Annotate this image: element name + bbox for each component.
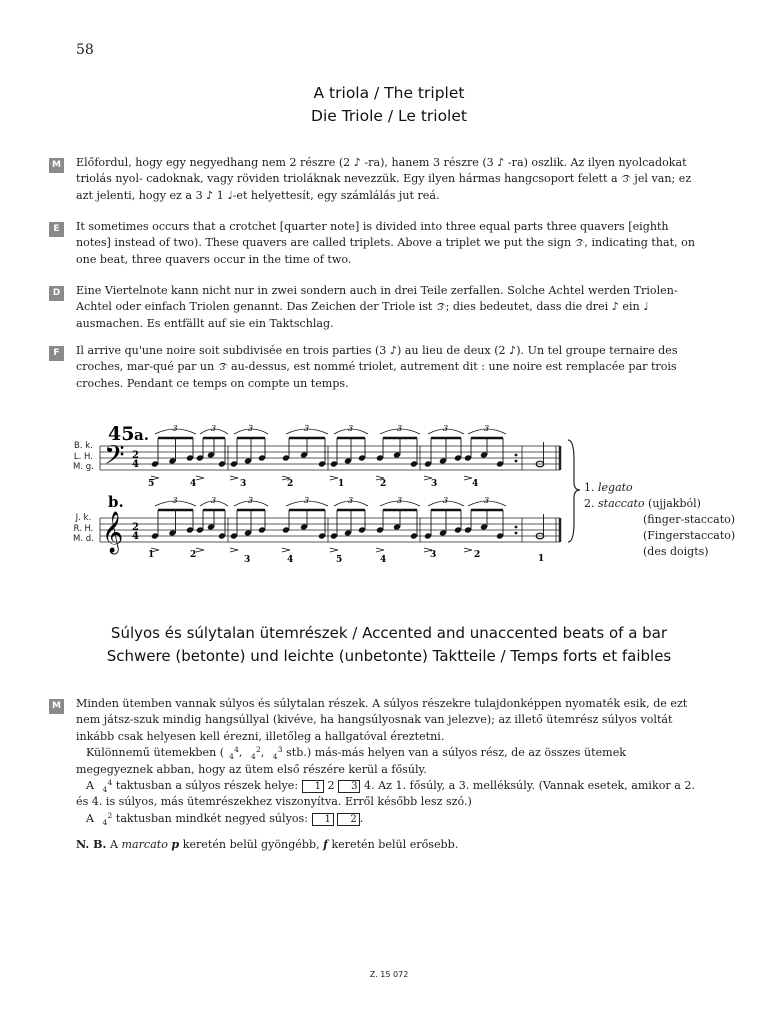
fraction-bottom: 4 [102, 785, 108, 795]
text: Eine Viertelnote kann nicht nur in zwei sondern auch in drei Teile zerfallen. Solche Achtel werden Triolen-Achtel oder einfach Triolen genannt. Das Zeichen der Triole ist [76, 284, 678, 314]
triplet-sign-icon: 3 [304, 424, 310, 433]
text: ; dies bedeutet, dass die drei [445, 300, 609, 314]
boxed-beat: 1 [302, 780, 324, 793]
text: -ra) oszlik. Az ilyen nyolcadokat triolás nyol- [76, 156, 687, 186]
triplet-sign-icon: 3 [443, 496, 449, 505]
text: Különnemű ütemekben ( [86, 746, 225, 760]
left-hand-label-hu: B. k. [73, 441, 93, 451]
option-staccato [584, 496, 701, 511]
time-fraction [98, 812, 113, 826]
option-note: (finger-staccato) [643, 513, 736, 526]
text: , indicating that, on one beat, three quavers occur in the time of two. [76, 236, 695, 266]
boxed-beat: 3 [338, 780, 360, 793]
triplet-sign-icon: 3 [623, 175, 629, 186]
quarter-note-icon: ♩ [227, 188, 233, 202]
triplet-sign-icon: 3 [348, 496, 354, 505]
triplet-sign-icon: 3 [397, 424, 403, 433]
option-note: (ujjakból) [648, 497, 701, 510]
fraction-bottom: 4 [250, 752, 256, 762]
text: 1 [216, 188, 224, 202]
option-note: (Fingerstaccato) [643, 529, 736, 542]
bass-staff [100, 446, 560, 470]
fraction-top: 2 [255, 745, 261, 755]
accent-icon [230, 476, 238, 480]
triplet-sign-icon: 3 [304, 496, 310, 505]
finger-number: 1 [538, 554, 545, 564]
text: A [86, 811, 95, 825]
text: -et helyettesít, egy számlálás jut reá. [232, 188, 440, 202]
exercise-part-b: b. [108, 493, 124, 511]
section2-title-line2: Schwere (betonte) und leichte (unbetonte) Taktteile / Temps forts et faibles [106, 647, 672, 665]
option-legato [584, 480, 633, 495]
text: ausmachen. Es entfällt auf sie ein Taktschlag. [76, 316, 334, 330]
triplet-sign-icon: 3 [443, 424, 449, 433]
accent-icon [230, 548, 238, 552]
piano-dynamic-icon: p [171, 838, 180, 851]
exercise-part-a: a. [134, 426, 149, 444]
triplet-sign-icon: 3 [484, 496, 490, 505]
time-signature-bottom: 4 [132, 459, 139, 470]
exercise-number: 45 [108, 423, 135, 445]
right-hand-label [73, 513, 94, 545]
text: au-dessus, est nommé triolet, autrement dit : une noire est remplacée par trois croches. Pendant ce temps on compte un temps. [76, 360, 677, 390]
triplet-sign-icon: 3 [219, 363, 226, 374]
triplet-sign-icon: 3 [172, 496, 178, 505]
repeat-dot [515, 532, 518, 535]
triplet-sign-icon: 3 [248, 424, 254, 433]
left-hand-label-fr: M. g. [73, 462, 94, 472]
triplet-sign-icon: 3 [248, 496, 254, 505]
bass-clef-icon: 𝄢 [104, 439, 125, 477]
fraction-top: 4 [234, 745, 239, 755]
time-fraction [98, 779, 113, 793]
text: Il arrive qu'une noire soit subdivisée en trois parties (3 [76, 344, 387, 357]
text: Előfordul, hogy egy negyedhang nem 2 részre (2 [76, 156, 351, 169]
text: A [109, 838, 118, 851]
accent-icon [464, 548, 472, 552]
eighth-note-icon: ♪ [206, 188, 214, 202]
text: taktusban mindkét negyed súlyos: [115, 811, 308, 825]
finger-number: 5 [336, 555, 343, 565]
nb-label: N. B. [76, 838, 107, 851]
text: 3 [195, 188, 203, 202]
finger-number: 3 [430, 550, 437, 560]
text: 4. Az 1. fősúly, a 3. melléksúly. (Vannak esetek, amikor a 2. és 4. is súlyos, más ütemrészekhez viszonyítva. Erről később lesz szó.) [76, 779, 695, 809]
text: cadoknak, vagy röviden trioláknak nevezzük. Egy ilyen hármas hangcsoport felett a [146, 172, 618, 186]
finger-number: 4 [472, 479, 479, 489]
paragraph [76, 778, 706, 811]
option-number: 1. [584, 481, 595, 494]
fraction-top: 2 [107, 810, 113, 820]
finger-number: 3 [240, 479, 247, 489]
eighth-note-icon: ♪ [497, 156, 505, 169]
treble-clef-icon: 𝄞 [102, 512, 124, 553]
triplet-sign-icon: 3 [348, 424, 354, 433]
finger-number: 4 [190, 479, 197, 489]
option-note: (des doigts) [643, 545, 709, 558]
triplet-sign-icon: 3 [576, 239, 583, 250]
eighth-note-icon: ♪ [611, 300, 619, 314]
eighth-note-icon: ♪ [389, 344, 397, 357]
fraction-top: 4 [107, 778, 113, 788]
fingering-b [148, 550, 544, 565]
accent-icon [330, 476, 338, 480]
brace-icon [568, 440, 580, 542]
triplet-sign-icon: 3 [484, 424, 490, 433]
triplet-sign-icon: 3 [437, 303, 444, 314]
paragraph: Minden ütemben vannak súlyos és súlytalan részek. A súlyos részekre tulajdonképpen nyomaték esik, de ezt nem játsz-szuk mindig hangsúllyal (kivéve, ha hangsúlyosnak van jelezve); az illető ütemrész súlyos voltát inkább csak helyesen kell érezni, illetőleg a hallgatóval éreztetni. [76, 697, 688, 743]
treble-staff [100, 518, 560, 542]
text: . [359, 811, 364, 825]
finger-number: 2 [190, 550, 197, 560]
time-signature-top: 2 [132, 522, 139, 533]
finger-number: 2 [287, 479, 294, 489]
footer-code: Z. 15 072 [369, 970, 409, 979]
nota-bene [76, 838, 458, 851]
accent-icon [464, 476, 472, 480]
section2-body [76, 696, 706, 827]
page-number: 58 [76, 42, 94, 58]
paragraph [76, 811, 706, 827]
repeat-dot [515, 460, 518, 463]
finger-number: 1 [338, 479, 345, 489]
text: ). Un tel groupe ternaire des croches, mar-qué par un [76, 344, 678, 374]
language-badge-hu: M [49, 158, 64, 173]
text: ein [622, 300, 640, 314]
marcato-term: marcato [121, 838, 168, 851]
text: ) au lieu de deux (2 [396, 344, 506, 357]
finger-number: 4 [287, 555, 294, 565]
section2-title-line1: Súlyos és súlytalan ütemrészek / Accented and unaccented beats of a bar [110, 624, 668, 642]
eighth-note-icon: ♪ [353, 156, 361, 169]
triplet-sign-icon: 3 [397, 496, 403, 505]
finger-number: 4 [380, 555, 387, 565]
time-signature-top: 2 [132, 450, 139, 461]
fraction-bottom: 4 [102, 817, 108, 827]
triplet-sign-icon: 3 [211, 424, 217, 433]
right-hand-label-hu: J. k. [75, 513, 92, 523]
right-hand-label-fr: M. d. [73, 534, 94, 544]
boxed-beat: 2 [337, 813, 359, 826]
quarter-note-icon: ♩ [643, 300, 649, 314]
finger-number: 1 [148, 550, 155, 560]
text: keretén belül erősebb. [331, 838, 459, 851]
text: stb.) más-más helyen van a súlyos rész, de az összes ütemek megegyeznek abban, hogy az ütem első részére kerül a fősúly. [76, 746, 626, 776]
section1-title-line1: A triola / The triplet [313, 84, 465, 102]
time-fraction [268, 746, 283, 760]
accent-icon [196, 548, 204, 552]
language-badge-fr: F [49, 346, 64, 361]
time-fraction [246, 746, 261, 760]
finger-number: 2 [474, 550, 481, 560]
text: 2 [327, 779, 335, 793]
text: A [86, 779, 95, 793]
accent-icon [330, 548, 338, 552]
time-signature-bottom: 4 [132, 531, 139, 542]
text: -ra), hanem 3 részre (3 [364, 156, 494, 169]
text: taktusban a súlyos részek helye: [115, 779, 299, 793]
time-fraction [224, 746, 239, 760]
option-number: 2. [584, 497, 595, 510]
language-badge-de: D [49, 286, 64, 301]
text: It sometimes occurs that a crotchet [quarter note] is divided into three equal parts three quavers [eighth notes] instead of two). These quavers are called triplets. Above a triplet we put the sign [76, 220, 669, 250]
accent-icon [282, 548, 290, 552]
fraction-bottom: 4 [229, 752, 234, 762]
fingering-a [148, 479, 478, 489]
finger-number: 5 [148, 479, 155, 489]
forte-dynamic-icon: f [323, 838, 328, 851]
language-badge-hu: M [49, 699, 64, 714]
text: jel van; ez azt jelenti, hogy ez a [76, 172, 692, 202]
paragraph: Különnemű ütemekben ( 4 4 , 2 4 , 3 4 stb.) más-más helyen van a súlyos rész, de az összes ütemek megegyeznek abban, hogy az ütem első részére kerül a fősúly. [76, 745, 626, 776]
option-label: staccato [598, 497, 645, 510]
accent-icon [376, 548, 384, 552]
text: keretén belül gyöngébb, [182, 838, 320, 851]
section1-title-line2: Die Triole / Le triolet [311, 107, 467, 125]
finger-number: 2 [380, 479, 387, 489]
triplet-sign-icon: 3 [211, 496, 217, 505]
triplet-sign-icon: 3 [172, 424, 178, 433]
right-hand-label-en: R. H. [73, 523, 94, 534]
section2-title [0, 622, 778, 668]
left-hand-label-en: L. H. [73, 451, 93, 462]
left-hand-label [73, 441, 94, 473]
finger-number: 3 [244, 555, 251, 565]
repeat-dot [515, 526, 518, 529]
repeat-dot [515, 454, 518, 457]
option-label: legato [598, 481, 633, 494]
boxed-beat: 1 [312, 813, 334, 826]
fraction-bottom: 4 [272, 752, 278, 762]
accent-icon [196, 476, 204, 480]
eighth-note-icon: ♪ [509, 344, 517, 357]
language-badge-en: E [49, 222, 64, 237]
finger-number: 3 [431, 479, 438, 489]
fraction-top: 3 [277, 745, 283, 755]
